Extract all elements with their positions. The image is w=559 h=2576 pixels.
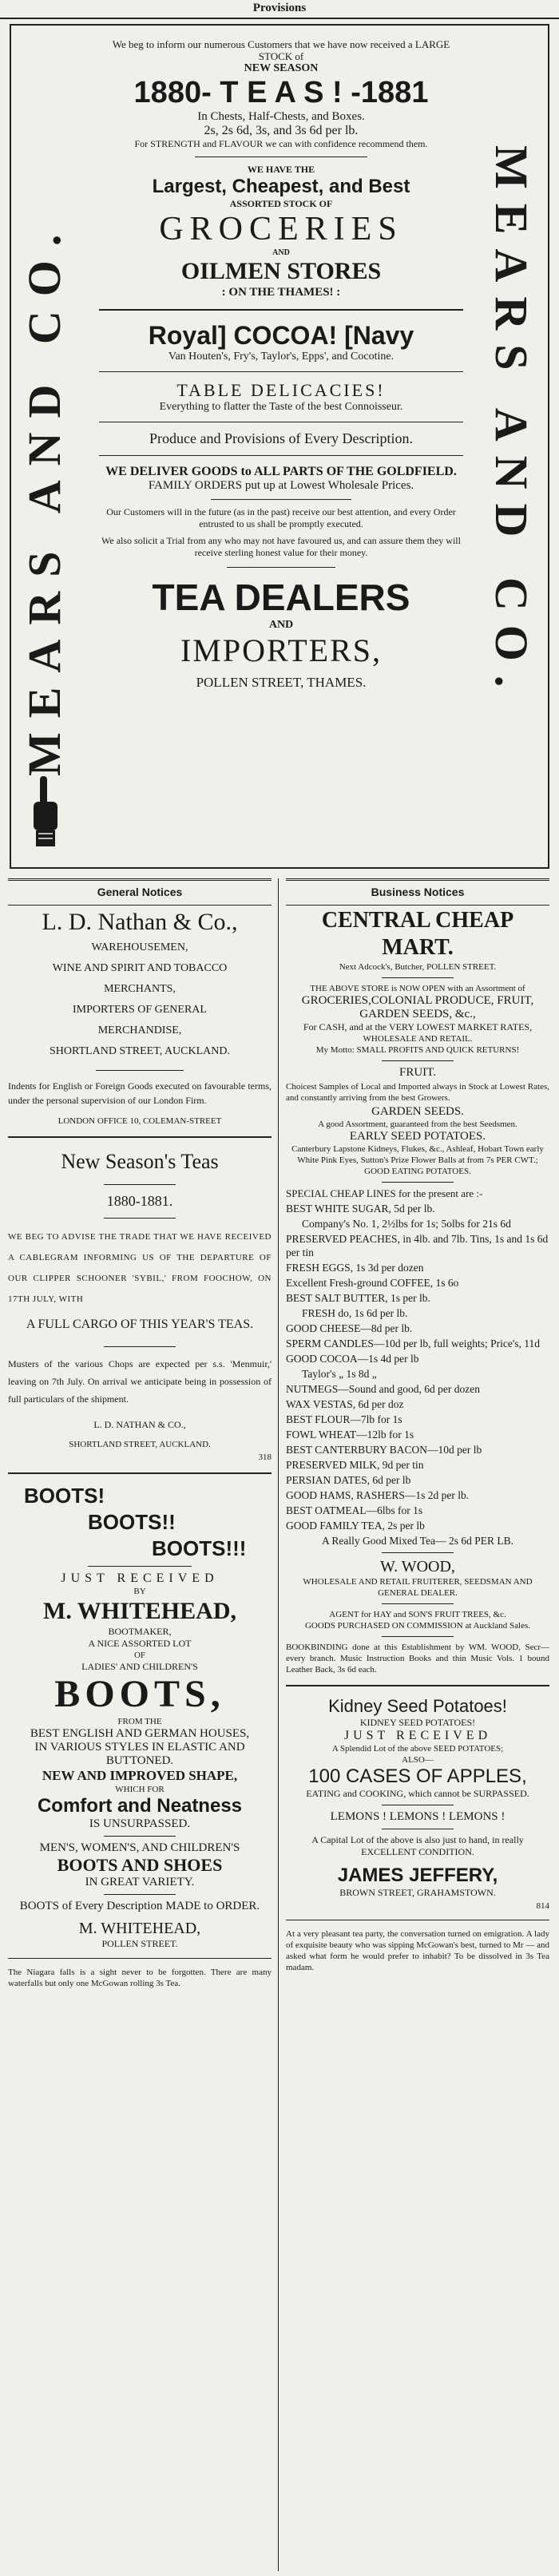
mears-importers: IMPORTERS,: [180, 632, 383, 668]
central-fruit-body: Choicest Samples of Local and Imported always in Stock at Lowest Rates, and constantly arriving from the best Growers.: [286, 1082, 549, 1103]
mears-teas-title: 1880- T E A S ! -1881: [133, 76, 429, 109]
divider: [104, 1218, 176, 1219]
section-header-provisions: Provisions: [0, 0, 559, 19]
divider: [382, 977, 454, 978]
boots-from: FROM THE: [117, 1717, 162, 1726]
price-item: GOOD CHEESE—8d per lb.: [286, 1322, 413, 1334]
boots-headline-2: BOOTS!!: [88, 1510, 176, 1534]
divider: [211, 499, 351, 500]
central-cash: For CASH, and at the VERY LOWEST MARKET RATES,: [303, 1021, 533, 1032]
boots-of: OF: [133, 1651, 146, 1660]
mears-intro: We beg to inform our numerous Customers that we have now received a LARGE STOCK of: [112, 38, 450, 62]
boots-new: NEW AND IMPROVED SHAPE,: [42, 1768, 238, 1783]
nathan-line: IMPORTERS OF GENERAL: [73, 1004, 207, 1016]
mears-strength: For STRENGTH and FLAVOUR we can with confidence recommend them.: [134, 138, 428, 149]
central-potatoes-body: Canterbury Lapstone Kidneys, Flukes, &c., Ashleaf, Hobart Town early White Pink Eyes, Sutton's Prize Flower Balls at from 7s PER CWT.;: [291, 1144, 544, 1165]
nathan-line: MERCHANDISE,: [97, 1024, 182, 1036]
boots-headline-3: BOOTS!!!: [152, 1536, 247, 1560]
teas-title: New Season's Teas: [61, 1150, 219, 1173]
boots-advertisement: [8, 1484, 272, 1950]
boots-by: BY: [133, 1587, 146, 1596]
divider: [8, 1472, 272, 1474]
price-item: FOWL WHEAT—12lb for 1s: [286, 1429, 414, 1441]
price-item: WAX VESTAS, 6d per doz: [286, 1398, 404, 1410]
nathan-name: L. D. Nathan & Co.,: [42, 909, 238, 935]
mears-produce: Produce and Provisions of Every Description.: [149, 430, 413, 446]
teas-year: 1880-1881.: [106, 1193, 173, 1209]
jeffery-also: ALSO—: [402, 1755, 434, 1765]
divider: [382, 1060, 454, 1061]
boots-comfort: Comfort and Neatness: [37, 1795, 243, 1817]
divider: [104, 1836, 176, 1837]
jeffery-number: 814: [536, 1901, 549, 1911]
left-column: [8, 907, 272, 1991]
mears-assorted: ASSORTED STOCK OF: [229, 198, 333, 209]
nathan-line: SHORTLAND STREET, AUCKLAND.: [49, 1045, 230, 1057]
mears-advertisement: [10, 24, 549, 869]
divider: [104, 1184, 176, 1185]
jeffery-title-2: KIDNEY SEED POTATOES!: [359, 1717, 476, 1728]
central-commission: GOODS PURCHASED ON COMMISSION at Auckland Sales.: [304, 1621, 531, 1631]
mears-chests: In Chests, Half-Chests, and Boxes.: [197, 110, 365, 123]
niagara-note: The Niagara falls is a sight never to be forgotten. There are many waterfalls but only one McGowan rolling 3s Tea.: [8, 1968, 272, 1988]
jeffery-apples: 100 CASES OF APPLES,: [308, 1766, 527, 1787]
boots-unsurpassed: IS UNSURPASSED.: [89, 1817, 191, 1830]
central-agent: AGENT for HAY and SON'S FRUIT TREES, &c.: [329, 1610, 506, 1619]
price-item: A Really Good Mixed Tea— 2s 6d PER LB.: [322, 1535, 513, 1547]
central-eating: GOOD EATING POTATOES.: [364, 1167, 471, 1176]
boots-boots: BOOTS,: [54, 1673, 225, 1715]
central-motto: My Motto: SMALL PROFITS AND QUICK RETURNS!: [315, 1045, 520, 1055]
mears-and-2: AND: [268, 619, 294, 631]
price-item: GOOD COCOA—1s 4d per lb: [286, 1353, 419, 1365]
mears-and-1: AND: [272, 248, 290, 257]
price-item: PRESERVED PEACHES, in 4lb. and 7lb. Tins, 1s and 1s 6d per tin: [286, 1233, 549, 1258]
teas-sign: L. D. NATHAN & CO.,: [93, 1419, 186, 1430]
jeffery-address: BROWN STREET, GRAHAMSTOWN.: [339, 1887, 496, 1898]
boots-which: WHICH FOR: [115, 1785, 165, 1794]
boots-lot: A NICE ASSORTED LOT: [88, 1638, 192, 1649]
teas-body: WE BEG TO ADVISE THE TRADE THAT WE HAVE RECEIVED A CABLEGRAM INFORMING US OF THE DEPARTURE OF OUR CLIPPER SCHOONER 'SYBIL,' FROM FOOCHOW, ON 17TH JULY, WITH: [8, 1232, 272, 1304]
teas-sign-address: SHORTLAND STREET, AUCKLAND.: [69, 1440, 211, 1449]
mears-cocoa: Royal] COCOA! [Navy: [148, 321, 414, 350]
central-cheap-mart-advertisement: [286, 907, 549, 1675]
boots-best: BEST ENGLISH AND GERMAN HOUSES,: [30, 1727, 250, 1740]
jeffery-capital: A Capital Lot of the above is also just to hand, in really EXCELLENT CONDITION.: [311, 1834, 524, 1857]
nathan-line: WAREHOUSEMEN,: [91, 941, 188, 953]
nathan-indents: Indents for English or Foreign Goods executed on favourable terms, under the personal supervision of our London Firm.: [8, 1080, 272, 1106]
nathan-line: WINE AND SPIRIT AND TOBACCO: [52, 962, 228, 974]
divider: [99, 455, 463, 456]
mears-family: FAMILY ORDERS put up at Lowest Wholesale Prices.: [148, 479, 414, 492]
central-groceries: GROCERIES,COLONIAL PRODUCE, FRUIT, GARDEN SEEDS, &c.,: [301, 994, 534, 1020]
mears-we-have: WE HAVE THE: [247, 164, 315, 175]
divider: [8, 1136, 272, 1138]
mears-brands: Van Houten's, Fry's, Taylor's, Epps', and Cocotine.: [168, 351, 394, 363]
central-wood-trade: WHOLESALE AND RETAIL FRUITERER, SEEDSMAN AND GENERAL DEALER.: [303, 1577, 533, 1598]
mears-oilmen: OILMEN STORES: [180, 258, 382, 284]
boots-variety: IN GREAT VARIETY.: [85, 1876, 195, 1888]
divider: [104, 1346, 176, 1347]
mears-prices: 2s, 2s 6d, 3s, and 3s 6d per lb.: [204, 124, 359, 137]
central-seeds-body: A good Assortment, guaranteed from the best Seedsmen.: [318, 1120, 517, 1129]
boots-ladies: LADIES' AND CHILDREN'S: [81, 1661, 198, 1672]
central-potatoes: EARLY SEED POTATOES.: [349, 1130, 486, 1143]
price-item: BEST OATMEAL—6lbs for 1s: [286, 1504, 423, 1516]
price-list: [286, 1202, 549, 1548]
central-bookbinding: BOOKBINDING done at this Establishment by WM. WOOD, Secr—every branch. Music Instruction Books and thin Music Vols. 1 bound Leather Back, 3s 6d each.: [286, 1643, 549, 1674]
central-next: Next Adcock's, Butcher, POLLEN STREET.: [339, 962, 497, 972]
pointing-hand-icon: [27, 775, 64, 848]
central-title: CENTRAL CHEAP MART.: [321, 908, 514, 960]
central-wholesale: WHOLESALE AND RETAIL.: [363, 1034, 473, 1044]
price-item: PERSIAN DATES, 6d per lb: [286, 1474, 411, 1486]
central-seeds: GARDEN SEEDS.: [371, 1105, 464, 1118]
jeffery-title: Kidney Seed Potatoes!: [328, 1696, 507, 1716]
divider: [96, 1070, 184, 1071]
divider: [88, 1566, 192, 1567]
price-item: FRESH EGGS, 1s 3d per dozen: [286, 1262, 424, 1274]
central-open: THE ABOVE STORE is NOW OPEN with an Assortment of: [310, 984, 525, 993]
boots-sign: M. WHITEHEAD,: [78, 1920, 201, 1937]
price-item: BEST CANTERBURY BACON—10d per lb: [286, 1444, 482, 1456]
mears-largest: Largest, Cheapest, and Best: [152, 176, 410, 197]
mears-tea-dealers: TEA DEALERS: [152, 577, 410, 618]
divider: [382, 1636, 454, 1637]
divider: [382, 1552, 454, 1553]
price-item: Excellent Fresh-ground COFFEE, 1s 6o: [286, 1277, 459, 1289]
jeffery-splendid: A Splendid Lot of the above SEED POTATOES;: [331, 1744, 504, 1754]
jeffery-lemons: LEMONS ! LEMONS ! LEMONS !: [330, 1810, 505, 1823]
boots-boots-shoes: BOOTS AND SHOES: [57, 1855, 223, 1875]
price-item: FRESH do, 1s 6d per lb.: [302, 1307, 408, 1319]
divider: [382, 1603, 454, 1604]
boots-trade: BOOTMAKER,: [108, 1626, 172, 1637]
price-item: GOOD FAMILY TEA, 2s per lb: [286, 1520, 425, 1532]
nathan-london: LONDON OFFICE 10, COLEMAN-STREET: [57, 1116, 222, 1126]
mears-address: POLLEN STREET, THAMES.: [196, 675, 367, 690]
tea-party-note: At a very pleasant tea party, the conversation turned on emigration. A lady of exquisite beauty who was sipping McGowan's best, turned to Mr — and asked what form he would prefer to inhabit? To be dissolved in 3s Tea madam.: [286, 1929, 549, 1972]
central-wood: W. WOOD,: [380, 1558, 455, 1575]
boots-styles: IN VARIOUS STYLES IN ELASTIC AND BUTTONED.: [34, 1741, 245, 1767]
divider: [382, 1182, 454, 1183]
column-divider: [278, 878, 279, 2571]
mears-delicacies: TABLE DELICACIES!: [176, 380, 386, 400]
right-column: [286, 907, 549, 1975]
boots-mens: MEN'S, WOMEN'S, AND CHILDREN'S: [39, 1841, 240, 1854]
price-item: GOOD HAMS, RASHERS—1s 2d per lb.: [286, 1489, 470, 1501]
jeffery-apples-2: EATING and COOKING, which cannot be SURPASSED.: [306, 1788, 529, 1799]
price-item: Company's No. 1, 2½lbs for 1s; 5olbs for 21s 6d: [302, 1218, 511, 1230]
price-item: SPERM CANDLES—10d per lb, full weights; Price's, 11d: [286, 1338, 541, 1349]
boots-sign-address: POLLEN STREET.: [101, 1938, 178, 1949]
price-item: PRESERVED MILK, 9d per tin: [286, 1459, 424, 1471]
jeffery-just: JUST RECEIVED: [343, 1729, 492, 1742]
divider: [286, 1685, 549, 1686]
boots-whitehead: M. WHITEHEAD,: [43, 1598, 236, 1624]
central-fruit: FRUIT.: [399, 1066, 436, 1079]
mears-solicit: We also solicit a Trial from any who may not have favoured us, and can assure them they will receive sterling honest value for their money.: [101, 535, 461, 558]
boots-every: BOOTS of Every Description MADE to ORDER.: [19, 1900, 260, 1912]
divider: [227, 567, 335, 568]
central-special: SPECIAL CHEAP LINES for the present are :-: [286, 1187, 483, 1199]
nathan-line: MERCHANTS,: [104, 983, 176, 995]
boots-headline-1: BOOTS!: [24, 1484, 105, 1508]
price-item: Taylor's „ 1s 8d „: [302, 1368, 377, 1380]
mears-side-text-left: MEARS AND CO.: [18, 220, 70, 776]
divider: [99, 309, 463, 311]
teas-musters: Musters of the various Chops are expected per s.s. 'Menmuir,' leaving on 7th July. On arrival we anticipate being in possession of full particulars of the shipment.: [8, 1358, 272, 1405]
mears-groceries: GROCERIES: [159, 211, 403, 248]
mears-deliver: WE DELIVER GOODS to ALL PARTS OF THE GOLDFIELD.: [105, 465, 457, 478]
section-header-business-notices: Business Notices: [286, 878, 549, 906]
divider: [8, 1958, 272, 1959]
price-item: BEST FLOUR—7lb for 1s: [286, 1413, 402, 1425]
teas-cargo: A FULL CARGO OF THIS YEAR'S TEAS.: [26, 1318, 254, 1331]
jeffery-name: JAMES JEFFERY,: [337, 1865, 498, 1886]
price-item: NUTMEGS—Sound and good, 6d per dozen: [286, 1383, 480, 1395]
boots-just-received: JUST RECEIVED: [61, 1571, 219, 1585]
new-season-teas-advertisement: [8, 1147, 272, 1463]
divider: [104, 1894, 176, 1895]
mears-flatter: Everything to flatter the Taste of the best Connoisseur.: [159, 401, 403, 413]
price-item: BEST WHITE SUGAR, 5d per lb.: [286, 1203, 435, 1215]
nathan-advertisement: [8, 907, 272, 1127]
teas-number: 318: [258, 1452, 272, 1462]
price-item: BEST SALT BUTTER, 1s per lb.: [286, 1292, 430, 1304]
jeffery-advertisement: [286, 1696, 549, 1912]
mears-new-season: NEW SEASON: [244, 62, 319, 74]
mears-customers: Our Customers will in the future (as in the past) receive our best attention, and every Order entrusted to us shall be promptly executed.: [106, 506, 456, 529]
section-header-general-notices: General Notices: [8, 878, 272, 906]
divider: [99, 371, 463, 372]
mears-side-text-right: MEARS AND CO.: [486, 145, 537, 702]
mears-thames: : ON THE THAMES! :: [221, 286, 341, 299]
